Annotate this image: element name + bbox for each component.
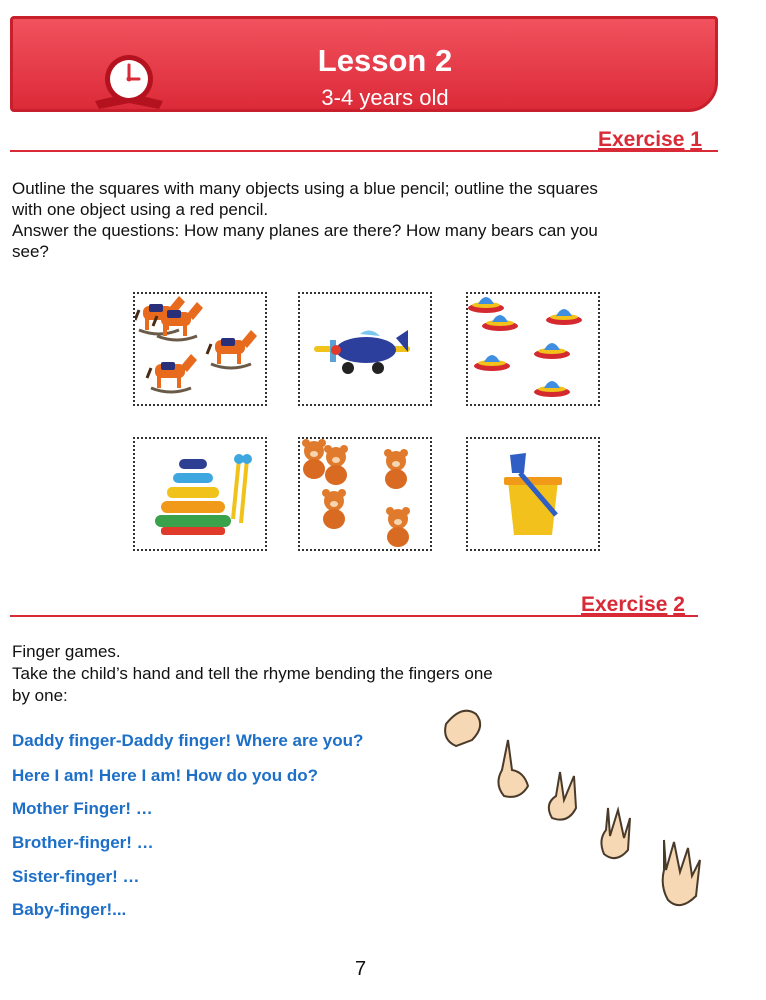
rocking-horse-icon bbox=[135, 294, 265, 404]
clock-book-icon bbox=[91, 47, 167, 123]
rhyme-line: Baby-finger!... bbox=[12, 900, 127, 919]
teddy-bear-icon bbox=[300, 439, 430, 549]
rhyme-line: Here I am! Here I am! How do you do? bbox=[12, 766, 319, 785]
instruction-line: Take the child’s hand and tell the rhyme bending the fingers one bbox=[12, 664, 493, 683]
exercise-2-heading bbox=[581, 593, 685, 617]
hands-counting-icon bbox=[432, 700, 732, 930]
square-bucket-shovel[interactable] bbox=[466, 437, 600, 551]
toy-plane-icon bbox=[300, 294, 430, 404]
exercise-2-label: Exercise bbox=[581, 593, 668, 616]
rhyme-line: Brother-finger! … bbox=[12, 833, 154, 852]
lesson-banner bbox=[10, 16, 718, 112]
instruction-line: see? bbox=[12, 242, 49, 261]
exercise-2-instructions bbox=[12, 641, 493, 707]
page-number: 7 bbox=[355, 958, 367, 980]
instruction-line: Outline the squares with many objects using a blue pencil; outline the squares bbox=[12, 179, 598, 198]
xylophone-icon bbox=[135, 439, 265, 549]
square-toy-plane[interactable] bbox=[298, 292, 432, 406]
exercise-1-number: 1 bbox=[690, 128, 702, 151]
bucket-icon bbox=[468, 439, 598, 549]
instruction-line: by one: bbox=[12, 686, 68, 705]
square-rocking-horses[interactable] bbox=[133, 292, 267, 406]
square-flying-saucers[interactable] bbox=[466, 292, 600, 406]
flying-saucer-icon bbox=[468, 294, 598, 404]
lesson-subtitle: 3-4 years old bbox=[321, 85, 449, 110]
instruction-line: Answer the questions: How many planes are there? How many bears can you bbox=[12, 221, 598, 240]
instruction-line: with one object using a red pencil. bbox=[12, 200, 269, 219]
lesson-title: Lesson 2 bbox=[317, 43, 453, 78]
exercise-1-instructions bbox=[12, 178, 598, 262]
rhyme-line: Mother Finger! … bbox=[12, 799, 153, 818]
exercise-2-number: 2 bbox=[673, 593, 685, 616]
instruction-line: Finger games. bbox=[12, 642, 121, 661]
exercise-1-heading bbox=[598, 128, 702, 152]
square-teddy-bears[interactable] bbox=[298, 437, 432, 551]
rhyme-line: Sister-finger! … bbox=[12, 867, 140, 886]
square-xylophone[interactable] bbox=[133, 437, 267, 551]
rhyme-line: Daddy finger-Daddy finger! Where are you? bbox=[12, 731, 364, 750]
exercise-1-label: Exercise bbox=[598, 128, 685, 151]
